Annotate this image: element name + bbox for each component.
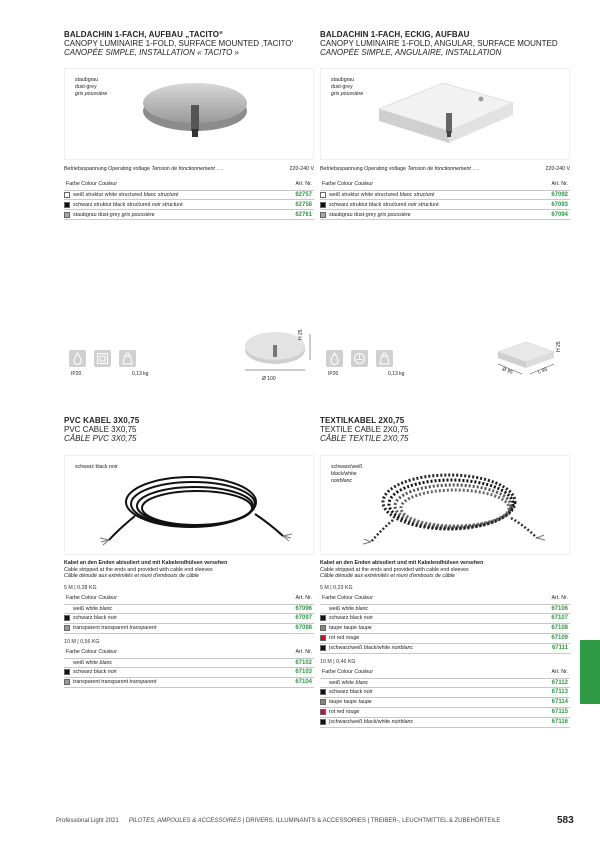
icon-row-tacito bbox=[69, 350, 136, 367]
product-photo bbox=[64, 68, 314, 160]
footer-category-en: DRIVERS, ILLUMINANTS & ACCESSORIES bbox=[245, 818, 366, 824]
title-fr: CANOPÉE SIMPLE, ANGULAIRE, INSTALLATION bbox=[320, 48, 502, 57]
table-row: weiß white blanc 67106 bbox=[320, 604, 570, 614]
title-en: PVC CABLE 3X0,75 bbox=[64, 425, 137, 434]
title-fr: CÂBLE TEXTILE 2X0,75 bbox=[320, 434, 409, 443]
title-de: BALDACHIN 1-FACH, AUFBAU „TACITO“ bbox=[64, 30, 224, 39]
group-label: 10 M | 0,56 KG bbox=[64, 638, 100, 645]
dimension-height: H 25 bbox=[298, 329, 304, 340]
table-row: weiß white blanc 67096 bbox=[64, 604, 314, 614]
product-textile-cable bbox=[320, 416, 570, 728]
weight-icon bbox=[376, 350, 393, 367]
swatch-transparent bbox=[64, 679, 70, 685]
dimension-length: Ø 95 bbox=[501, 366, 514, 376]
table-row: |schwarz/weiß black/white noirblanc 67111 bbox=[320, 644, 570, 654]
dimension-height: H 25 bbox=[556, 341, 562, 352]
description: Kabel an den Enden abisoliert und mit Kabelendhülsen versehen Cable stripped at the ends and provided with cable end sleeves Câble dénudé aux extrémités et muni d'embouts de câble bbox=[320, 560, 484, 580]
title-en: CANOPY LUMINAIRE 1-FOLD, ANGULAR, SURFACE MOUNTED bbox=[320, 39, 558, 48]
title-de: TEXTILKABEL 2X0,75 bbox=[320, 416, 405, 425]
title-fr: CÂBLE PVC 3X0,75 bbox=[64, 434, 137, 443]
swatch-white bbox=[64, 660, 70, 666]
table-row: weiß struktur white structured blanc structuré 67092 bbox=[320, 190, 570, 200]
swatch-black bbox=[64, 615, 70, 621]
product-photo bbox=[320, 455, 570, 555]
group-label: 5 M | 0,28 KG bbox=[64, 584, 97, 591]
product-pvc-cable bbox=[64, 416, 314, 688]
title-de: BALDACHIN 1-FACH, ECKIG, AUFBAU bbox=[320, 30, 470, 39]
swatch-black-white bbox=[320, 645, 326, 651]
group-label: 5 M | 0,23 KG bbox=[320, 584, 353, 591]
ip-protection-icon bbox=[69, 350, 86, 367]
table-header: Farbe Colour Couleur Art. Nr. bbox=[322, 594, 568, 601]
swatch-black bbox=[320, 689, 326, 695]
photo-label: schwarz/weiß black/white noirblanc bbox=[331, 464, 363, 484]
swatch-transparent bbox=[64, 625, 70, 631]
ip-rating: IP20 bbox=[71, 371, 82, 377]
table-header: Farbe Colour Couleur Art. Nr. bbox=[66, 594, 312, 601]
swatch-grey bbox=[64, 212, 70, 218]
table-row: rot red rouge 67109 bbox=[320, 634, 570, 644]
product-canopy-tacito bbox=[64, 30, 314, 220]
footer-brand: Professional Light 2021 bbox=[56, 818, 119, 824]
round-canopy-image bbox=[65, 69, 315, 161]
square-canopy-image bbox=[321, 69, 571, 161]
table-row: schwarz black noir 67103 bbox=[64, 668, 314, 678]
swatch-grey bbox=[320, 212, 326, 218]
dimension-width: L 95 bbox=[537, 366, 549, 376]
title-en: CANOPY LUMINAIRE 1-FOLD, SURFACE MOUNTED ‚TACITO‘ bbox=[64, 39, 294, 48]
table-row: schwarz struktur black structured noir structuré 62758 bbox=[64, 200, 314, 210]
table-row: taupe taupe taupe 67108 bbox=[320, 624, 570, 634]
icon-row-angular bbox=[326, 350, 393, 367]
table-row: schwarz struktur black structured noir structuré 67093 bbox=[320, 200, 570, 210]
table-row: staubgrau dust-grey gris poussière 62761 bbox=[64, 210, 314, 220]
table-header: Farbe Colour Couleur Art. Nr. bbox=[66, 181, 312, 187]
dimension-diameter: Ø 100 bbox=[262, 376, 276, 382]
table-row: staubgrau dust-grey gris poussière 67094 bbox=[320, 210, 570, 220]
table-row: schwarz black noir 67107 bbox=[320, 614, 570, 624]
ground-protection-icon bbox=[351, 350, 368, 367]
footer-category-de: TREIBER-, LEUCHTMITTEL & ZUBEHÖRTEILE bbox=[370, 818, 501, 824]
title-fr: CANOPÉE SIMPLE, INSTALLATION « TACITO » bbox=[64, 48, 240, 57]
swatch-black-white bbox=[320, 719, 326, 725]
voltage-line: Betriebsspannung Operating voltage Tension de fonctionnement . . . 220-240 V bbox=[64, 166, 314, 172]
footer: Professional Light 2021 PILOTES, AMPOULES & ACCESSOIRES | DRIVERS, ILLUMINANTS & ACCESSORIES | TREIBER-, LEUCHTMITTEL & ZUBEHÖRTEILE bbox=[56, 818, 501, 824]
table-row: schwarz black noir 67097 bbox=[64, 614, 314, 624]
table-header: Farbe Colour Couleur Art. Nr. bbox=[66, 648, 312, 655]
voltage-line: Betriebsspannung Operating voltage Tension de fonctionnement . . . 220-240 V bbox=[320, 166, 570, 172]
braided-cable-image bbox=[321, 456, 571, 556]
swatch-red bbox=[320, 635, 326, 641]
table-header: Farbe Colour Couleur Art. Nr. bbox=[322, 668, 568, 675]
table-row: transparent transparent transparent 67104 bbox=[64, 678, 314, 688]
black-cable-image bbox=[65, 456, 315, 556]
swatch-white bbox=[320, 606, 326, 612]
photo-label: schwarz black noir bbox=[75, 464, 118, 470]
swatch-red bbox=[320, 709, 326, 715]
table-header: Farbe Colour Couleur Art. Nr. bbox=[322, 181, 568, 187]
weight-value: 0,13 kg bbox=[132, 371, 149, 377]
swatch-white bbox=[320, 192, 326, 198]
footer-category-fr: PILOTES, AMPOULES & ACCESSOIRES bbox=[128, 818, 241, 824]
group-label: 10 M | 0,46 KG bbox=[320, 658, 356, 665]
product-photo bbox=[320, 68, 570, 160]
title-de: PVC KABEL 3X0,75 bbox=[64, 416, 140, 425]
description: Kabel an den Enden abisoliert und mit Kabelendhülsen versehen Cable stripped at the ends and provided with cable end sleeves Câble dénudé aux extrémités et muni d'embouts de câble bbox=[64, 560, 228, 580]
table-row: schwarz black noir 67113 bbox=[320, 688, 570, 698]
table-row: weiß struktur white structured blanc structuré 62757 bbox=[64, 190, 314, 200]
title-en: TEXTILE CABLE 2X0,75 bbox=[320, 425, 409, 434]
swatch-white bbox=[64, 192, 70, 198]
product-canopy-angular bbox=[320, 30, 570, 220]
table-row: taupe taupe taupe 67114 bbox=[320, 698, 570, 708]
product-photo bbox=[64, 455, 314, 555]
ip-rating: IP20 bbox=[328, 371, 339, 377]
swatch-taupe bbox=[320, 625, 326, 631]
page-number: 583 bbox=[557, 815, 574, 826]
ip-protection-icon bbox=[326, 350, 343, 367]
swatch-black bbox=[320, 202, 326, 208]
photo-label: staubgrau dust-grey gris poussière bbox=[75, 77, 108, 97]
table-row: weiß white blanc 67112 bbox=[320, 678, 570, 688]
swatch-black bbox=[64, 202, 70, 208]
photo-label: staubgrau dust-grey gris poussière bbox=[331, 77, 364, 97]
swatch-white bbox=[64, 606, 70, 612]
swatch-taupe bbox=[320, 699, 326, 705]
table-row: rot red rouge 67115 bbox=[320, 708, 570, 718]
table-row: weiß white blanc 67102 bbox=[64, 658, 314, 668]
swatch-black bbox=[64, 669, 70, 675]
swatch-white bbox=[320, 680, 326, 686]
round-canopy-dimension-drawing bbox=[240, 330, 320, 386]
section-tab bbox=[580, 640, 600, 704]
table-row: transparent transparent transparent 67098 bbox=[64, 624, 314, 634]
swatch-black bbox=[320, 615, 326, 621]
weight-icon bbox=[119, 350, 136, 367]
weight-value: 0,13 kg bbox=[388, 371, 405, 377]
table-row: |schwarz/weiß black/white noirblanc 67116 bbox=[320, 718, 570, 728]
protection-class-icon bbox=[94, 350, 111, 367]
